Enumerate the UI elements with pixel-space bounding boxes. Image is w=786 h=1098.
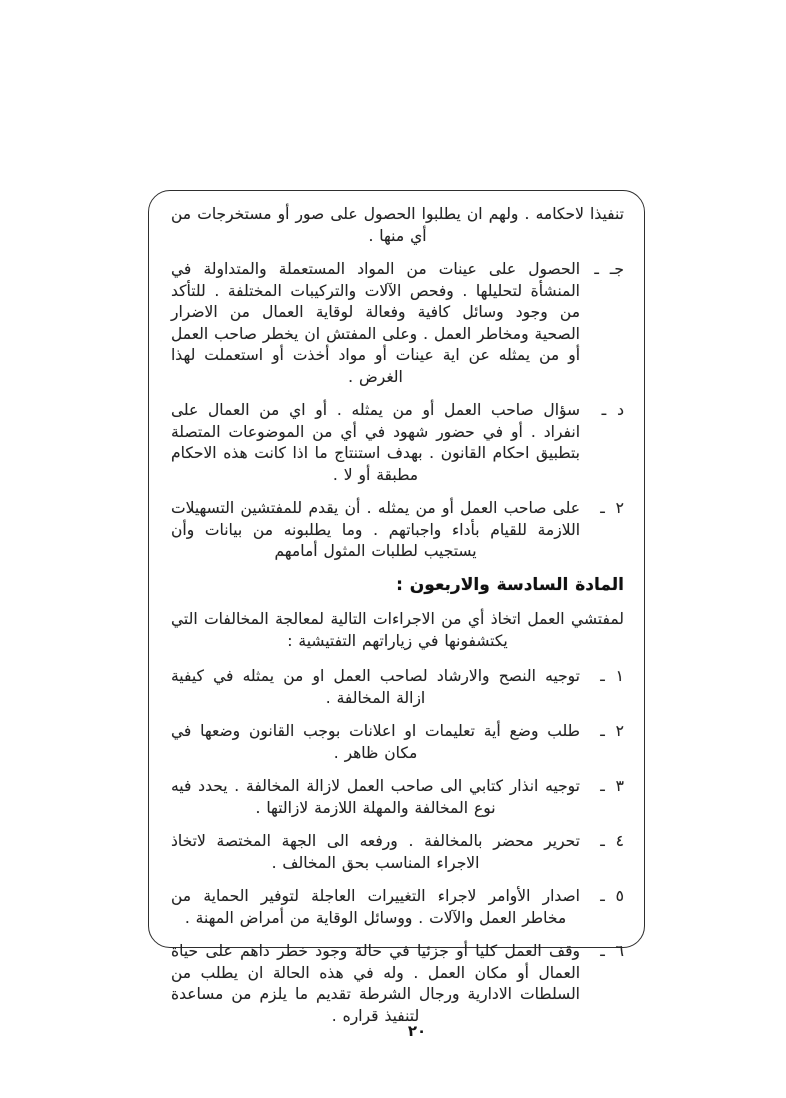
- procedure-item-6: [171, 941, 624, 1027]
- list-item-marker: جـ ـ: [594, 260, 624, 278]
- list-item-marker: ٥ ـ: [600, 887, 624, 905]
- article-heading: المادة السادسة والاربعون :: [396, 574, 624, 595]
- list-item-text: توجيه انذار كتابي الى صاحب العمل لازالة المخالفة . يحدد فيه نوع المخالفة والمهلة اللازمة لازالتها .: [171, 777, 580, 817]
- procedure-item-5: [171, 886, 624, 929]
- list-item-marker: ٦ ـ: [600, 942, 624, 960]
- obligation-item-2: [171, 498, 624, 563]
- procedure-item-4: [171, 831, 624, 874]
- list-item-text: على صاحب العمل أو من يمثله . أن يقدم للمفتشين التسهيلات اللازمة للقيام بأداء واجباتهم . وما يطلبونه من بيانات وأن يستجيب لطلبات المثول أمامهم: [171, 499, 580, 560]
- list-item-text: اصدار الأوامر لاجراء التغييرات العاجلة لتوفير الحماية من مخاطر العمل والآلات . ووسائل الوقاية من أمراض المهنة .: [171, 887, 580, 927]
- list-item-marker: ٢ ـ: [600, 722, 624, 740]
- procedure-item-3: [171, 776, 624, 819]
- list-item-dal: [171, 400, 624, 486]
- page-number: ٢٠: [407, 1022, 427, 1040]
- page-border-frame: [148, 190, 645, 1025]
- list-item-marker: ٢ ـ: [600, 499, 624, 517]
- list-item-text: الحصول على عينات من المواد المستعملة والمتداولة في المنشأة لتحليلها . وفحص الآلات والتركيبات المختلفة . للتأكد من وجود وسائل كافية وفعالة لوقاية العمال من الاضرار الصحية ومخاطر العمل . وعلى المفتش ان يخطر صاحب العمل أو من يمثله عن اية عينات أو مواد أخذت أو استعملت لهذا الغرض .: [171, 260, 580, 386]
- list-item-jeem: [171, 259, 624, 388]
- list-item-text: تحرير محضر بالمخالفة . ورفعه الى الجهة المختصة لاتخاذ الاجراء المناسب بحق المخالف .: [171, 832, 580, 872]
- continuation-paragraph: تنفيذا لاحكامه . ولهم ان يطلبوا الحصول على صور أو مستخرجات من أي منها .: [171, 205, 624, 245]
- article-intro: لمفتشي العمل اتخاذ أي من الاجراءات التالية لمعالجة المخالفات التي يكتشفونها في زياراتهم التفتيشية :: [171, 610, 624, 650]
- list-item-marker: د ـ: [601, 401, 624, 419]
- list-item-text: وقف العمل كليا أو جزئيا في حالة وجود خطر داهم على حياة العمال أو مكان العمل . وله في هذه الحالة ان يطلب من السلطات الادارية ورجال الشرطة تقديم ما يلزم من مساعدة لتنفيذ قراره .: [171, 942, 580, 1025]
- document-content: [149, 191, 644, 1025]
- list-item-text: طلب وضع أية تعليمات او اعلانات بوجب القانون وضعها في مكان ظاهر .: [171, 722, 580, 762]
- procedure-item-1: [171, 666, 624, 709]
- list-item-text: توجيه النصح والارشاد لصاحب العمل او من يمثله في كيفية ازالة المخالفة .: [171, 667, 580, 707]
- procedure-item-2: [171, 721, 624, 764]
- list-item-marker: ٣ ـ: [600, 777, 624, 795]
- list-item-text: سؤال صاحب العمل أو من يمثله . أو اي من العمال على انفراد . أو في حضور شهود في أي من الموضوعات المتصلة بتطبيق احكام القانون . بهدف استنتاج ما اذا كانت هذه الاحكام مطبقة أو لا .: [171, 401, 580, 484]
- list-item-marker: ٤ ـ: [600, 832, 624, 850]
- list-item-marker: ١ ـ: [600, 667, 624, 685]
